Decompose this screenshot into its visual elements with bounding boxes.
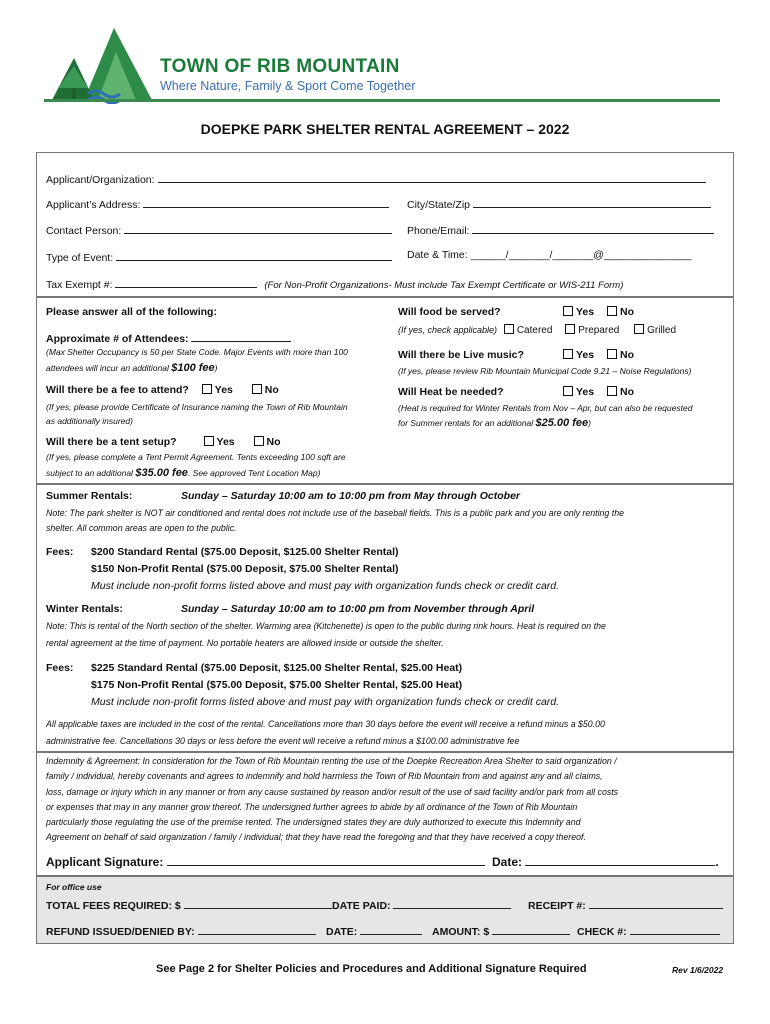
tent-yes-checkbox[interactable] — [204, 436, 214, 446]
winter-fees-label: Fees: — [46, 662, 74, 674]
tent-note-2 — [46, 467, 320, 479]
food-no-checkbox[interactable] — [607, 306, 617, 316]
summer-fee-nonprofit: $150 Non-Profit Rental ($75.00 Deposit, $75.00 Shelter Rental) — [91, 563, 399, 575]
document-title: DOEPKE PARK SHELTER RENTAL AGREEMENT – 2022 — [200, 121, 570, 137]
tax-exempt-row — [46, 276, 623, 291]
contact-label: Contact Person: — [46, 225, 122, 237]
food-options — [563, 306, 634, 318]
event-type-label: Type of Event: — [46, 252, 114, 264]
summer-note-2: shelter. All common areas are open to the public. — [46, 523, 237, 533]
catered-option[interactable] — [504, 325, 553, 336]
indemnity-line: loss, damage or injury which in any manner or from any cause sustained by reason and/or result of the use of said facility and/or park from all costs — [46, 787, 619, 797]
amount-label: AMOUNT: $ — [432, 926, 490, 938]
food-if-note: (If yes, check applicable) — [398, 325, 498, 335]
date-time-label: Date & Time: — [407, 249, 468, 261]
indemnity-line: particularly those regulating the use of the premise rented. The undersigned states they are duly authorized to execute this Indemnity and — [46, 817, 581, 827]
fee-question — [46, 384, 279, 396]
tax-exempt-note: (For Non-Profit Organizations- Must include Tax Exempt Certificate or WIS-211 Form) — [264, 280, 624, 291]
amount-row — [432, 923, 570, 938]
refund-field[interactable] — [198, 923, 316, 935]
header-rule — [44, 99, 720, 102]
heat-yes-option[interactable] — [563, 386, 594, 398]
fee-no-option[interactable] — [252, 384, 279, 396]
tent-note-text: subject to an additional — [46, 468, 133, 478]
refund-label: REFUND ISSUED/DENIED BY: — [46, 926, 195, 938]
winter-fee-nonprofit: $175 Non-Profit Rental ($75.00 Deposit, $75.00 Shelter Rental, $25.00 Heat) — [91, 679, 463, 691]
fee-yes-checkbox[interactable] — [202, 384, 212, 394]
date-time-row — [407, 249, 692, 261]
fee-no-checkbox[interactable] — [252, 384, 262, 394]
taxes-note: All applicable taxes are included in the cost of the rental. Cancellations more than 30 days before the event will receive a refund minus a $50.00 — [46, 719, 605, 729]
summer-schedule: Sunday – Saturday 10:00 am to 10:00 pm from May through October — [181, 490, 520, 502]
phone-label: Phone/Email: — [407, 225, 470, 237]
total-fees-field[interactable] — [184, 897, 332, 909]
taxes-note-2: administrative fee. Cancellations 30 days or less before the event will receive a refund minus a $100.00 administrative fee — [46, 736, 520, 746]
summer-fee-standard: $200 Standard Rental ($75.00 Deposit, $125.00 Shelter Rental) — [91, 546, 399, 558]
catered-checkbox[interactable] — [504, 324, 514, 334]
check-label: CHECK #: — [577, 926, 627, 938]
date-paid-row — [332, 897, 511, 912]
amount-field[interactable] — [492, 923, 570, 935]
tent-note: (If yes, please complete a Tent Permit Agreement. Tents exceeding 100 sqft are — [46, 452, 346, 462]
total-fees-label: TOTAL FEES REQUIRED: $ — [46, 900, 181, 912]
heat-yes-checkbox[interactable] — [563, 386, 573, 396]
heat-note-text: for Summer rentals for an additional — [398, 418, 534, 428]
music-options — [563, 349, 634, 361]
fee-question-label: Will there be a fee to attend? — [46, 384, 189, 396]
tent-no-option[interactable] — [254, 436, 281, 448]
signature-field[interactable] — [167, 854, 485, 866]
food-type-row — [398, 325, 676, 336]
tent-no-checkbox[interactable] — [254, 436, 264, 446]
prepared-label: Prepared — [578, 325, 620, 336]
winter-fee-note: Must include non-profit forms listed above and must pay with organization funds check or credit card. — [91, 696, 560, 708]
attendees-fee: $100 fee — [171, 362, 215, 374]
winter-label: Winter Rentals: — [46, 603, 123, 615]
address-row — [46, 196, 389, 211]
heat-note-2 — [398, 417, 591, 429]
receipt-label: RECEIPT #: — [528, 900, 586, 912]
food-yes-option[interactable] — [563, 306, 594, 318]
total-fees-row — [46, 897, 332, 912]
event-type-field[interactable] — [116, 249, 392, 261]
signature-date-label: Date: — [492, 855, 523, 869]
heat-yes-label: Yes — [576, 386, 595, 398]
winter-note: Note: This is rental of the North section of the shelter. Warming area (Kitchenette) is open to the public during rink hours. Heat is required on the — [46, 621, 606, 631]
indemnity-line: Agreement on behalf of said organization / family / individual; that they have read the foregoing and that they have received a copy thereof. — [46, 832, 586, 842]
food-yes-label: Yes — [576, 306, 595, 318]
catered-label: Catered — [516, 325, 553, 336]
refund-row — [46, 923, 316, 938]
city-field[interactable] — [473, 196, 711, 208]
fee-note-2: as additionally insured) — [46, 416, 133, 426]
winter-schedule: Sunday – Saturday 10:00 am to 10:00 pm from November through April — [181, 603, 535, 615]
organization-label: Applicant/Organization: — [46, 174, 155, 186]
event-type-row — [46, 249, 392, 264]
signature-row — [46, 854, 485, 869]
address-field[interactable] — [143, 196, 389, 208]
prepared-checkbox[interactable] — [565, 324, 575, 334]
tent-note-tail: . See approved Tent Location Map) — [187, 468, 321, 478]
check-row — [577, 923, 720, 938]
attendees-note: (Max Shelter Occupancy is 50 per State Code. Major Events with more than 100 — [46, 347, 348, 357]
tent-yes-option[interactable] — [204, 436, 235, 448]
heat-fee: $25.00 fee — [535, 417, 589, 429]
signature-label: Applicant Signature: — [46, 855, 164, 869]
tent-question-label: Will there be a tent setup? — [46, 436, 177, 448]
music-note: (If yes, please review Rib Mountain Municipal Code 9.21 – Noise Regulations) — [398, 366, 692, 376]
summer-label: Summer Rentals: — [46, 490, 133, 502]
music-yes-option[interactable] — [563, 349, 594, 361]
indemnity-line: or expenses that may in any manner grow thereof. The undersigned further agrees to abide by all ordinance of the Town of Rib Mountain — [46, 802, 578, 812]
indemnity-line: family / individual, hereby covenants and agrees to indemnify and hold harmless the Town of Rib Mountain from and against any and all claims, — [46, 771, 603, 781]
heat-note: (Heat is required for Winter Rentals from Nov – Apr, but can also be requested — [398, 403, 693, 413]
indemnity-line: Indemnity & Agreement: In consideration for the Town of Rib Mountain renting the use of the Doepke Recreation Area Shelter to said organization / — [46, 756, 617, 766]
address-label: Applicant’s Address: — [46, 199, 141, 211]
fee-yes-label: Yes — [214, 384, 233, 396]
music-yes-checkbox[interactable] — [563, 349, 573, 359]
office-date-label: DATE: — [326, 926, 358, 938]
food-yes-checkbox[interactable] — [563, 306, 573, 316]
footer-note: See Page 2 for Shelter Policies and Procedures and Additional Signature Required — [156, 963, 587, 975]
music-no-label: No — [620, 349, 635, 361]
summer-note: Note: The park shelter is NOT air conditioned and rental does not include use of the baseball fields. This is a public park and you are only renting the — [46, 508, 624, 518]
tent-no-label: No — [266, 436, 281, 448]
summer-fee-note: Must include non-profit forms listed above and must pay with organization funds check or credit card. — [91, 580, 560, 592]
date-time-field[interactable]: ______/_______/_______@_______________ — [470, 249, 692, 261]
tax-exempt-field[interactable] — [115, 276, 257, 288]
revision-date: Rev 1/6/2022 — [672, 965, 724, 975]
tent-question — [46, 436, 281, 448]
heat-no-option[interactable] — [607, 386, 634, 398]
attendees-row — [46, 330, 291, 345]
attendees-note-text: attendees will incur an additional — [46, 363, 169, 373]
music-yes-label: Yes — [576, 349, 595, 361]
office-date-row — [326, 923, 422, 938]
attendees-note-2 — [46, 362, 218, 374]
receipt-row — [528, 897, 723, 912]
office-date-field[interactable] — [360, 923, 422, 935]
check-field[interactable] — [630, 923, 720, 935]
town-name: TOWN OF RIB MOUNTAIN — [160, 56, 400, 77]
music-no-checkbox[interactable] — [607, 349, 617, 359]
attendees-note-close: ) — [214, 363, 218, 373]
signature-date-field[interactable] — [525, 854, 715, 866]
food-question: Will food be served? — [398, 306, 501, 318]
town-tagline: Where Nature, Family & Sport Come Together — [160, 79, 416, 93]
grilled-label: Grilled — [647, 325, 677, 336]
fee-no-label: No — [264, 384, 279, 396]
prepared-option[interactable] — [565, 325, 619, 336]
heat-options — [563, 386, 634, 398]
tent-yes-label: Yes — [216, 436, 235, 448]
receipt-field[interactable] — [589, 897, 723, 909]
heat-no-label: No — [620, 386, 635, 398]
fee-yes-option[interactable] — [202, 384, 233, 396]
town-logo — [44, 22, 154, 104]
winter-fee-standard: $225 Standard Rental ($75.00 Deposit, $125.00 Shelter Rental, $25.00 Heat) — [91, 662, 463, 674]
organization-row — [46, 171, 706, 186]
phone-row — [407, 222, 714, 237]
city-label: City/State/Zip — [407, 199, 471, 211]
heat-question: Will Heat be needed? — [398, 386, 504, 398]
winter-note-2: rental agreement at the time of payment. No portable heaters are allowed inside or outside the shelter. — [46, 638, 444, 648]
phone-field[interactable] — [472, 222, 714, 234]
attendees-field[interactable] — [191, 330, 291, 342]
food-no-option[interactable] — [607, 306, 634, 318]
music-no-option[interactable] — [607, 349, 634, 361]
signature-period: . — [715, 855, 719, 869]
contact-row — [46, 222, 392, 237]
tax-exempt-label: Tax Exempt #: — [46, 279, 113, 291]
tent-fee: $35.00 fee — [135, 467, 188, 479]
contact-field[interactable] — [124, 222, 392, 234]
date-paid-label: DATE PAID: — [332, 900, 391, 912]
date-paid-field[interactable] — [393, 897, 511, 909]
office-heading: For office use — [46, 882, 102, 892]
signature-date-row — [492, 854, 719, 869]
heat-no-checkbox[interactable] — [607, 386, 617, 396]
grilled-checkbox[interactable] — [634, 324, 644, 334]
summer-fees-label: Fees: — [46, 546, 74, 558]
city-row — [407, 196, 711, 211]
organization-field[interactable] — [158, 171, 706, 183]
fee-note: (If yes, please provide Certificate of Insurance naming the Town of Rib Mountain — [46, 402, 348, 412]
attendees-label: Approximate # of Attendees: — [46, 333, 189, 345]
food-no-label: No — [620, 306, 635, 318]
heat-note-close: ) — [588, 418, 591, 428]
music-question: Will there be Live music? — [398, 349, 524, 361]
grilled-option[interactable] — [634, 325, 676, 336]
answer-all-label: Please answer all of the following: — [46, 306, 217, 318]
